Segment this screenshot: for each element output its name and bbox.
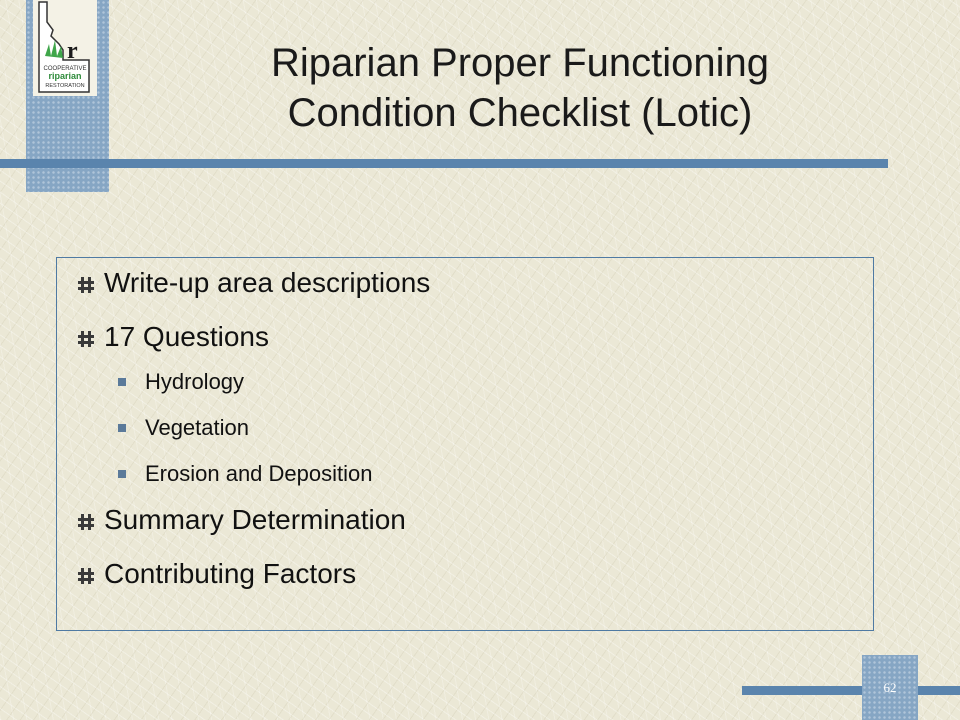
title-divider-bar [0, 159, 888, 168]
square-bullet-icon [118, 470, 126, 478]
bullet-text-write-up: Write-up area descriptions [104, 267, 431, 298]
sub-bullet-text-erosion: Erosion and Deposition [145, 461, 373, 486]
sub-bullet-text-hydrology: Hydrology [145, 369, 245, 394]
footer-divider-bar [742, 686, 960, 695]
sub-bullet-item [70, 461, 850, 487]
slide-title-line1: Riparian Proper Functioning [270, 41, 770, 85]
hash-bullet-icon [78, 568, 94, 584]
sub-bullet-text-vegetation: Vegetation [145, 415, 249, 440]
bullet-item [70, 504, 850, 536]
square-bullet-icon [118, 378, 126, 386]
logo-text-cooperative: COOPERATIVE [43, 66, 87, 72]
hash-bullet-icon [78, 514, 94, 530]
hash-bullet-icon [78, 277, 94, 293]
bullet-text-questions: 17 Questions [104, 321, 269, 352]
slide-title [190, 38, 850, 138]
bullet-item [70, 321, 850, 353]
sub-bullet-item [70, 415, 850, 441]
bullet-list [70, 262, 850, 590]
svg-text:r: r [67, 38, 78, 64]
logo-text-riparian: riparian [48, 71, 82, 81]
slide-title-line2: Condition Checklist (Lotic) [287, 91, 753, 135]
slide-number: 62 [883, 680, 897, 695]
bullet-item [70, 558, 850, 590]
bullet-item [70, 267, 850, 299]
hash-bullet-icon [78, 331, 94, 347]
bullet-text-summary: Summary Determination [104, 504, 406, 535]
bullet-text-contributing: Contributing Factors [104, 558, 357, 589]
idaho-logo-icon [33, 0, 97, 96]
sub-bullet-item [70, 369, 850, 395]
logo-text-restoration: RESTORATION [45, 83, 85, 89]
square-bullet-icon [118, 424, 126, 432]
